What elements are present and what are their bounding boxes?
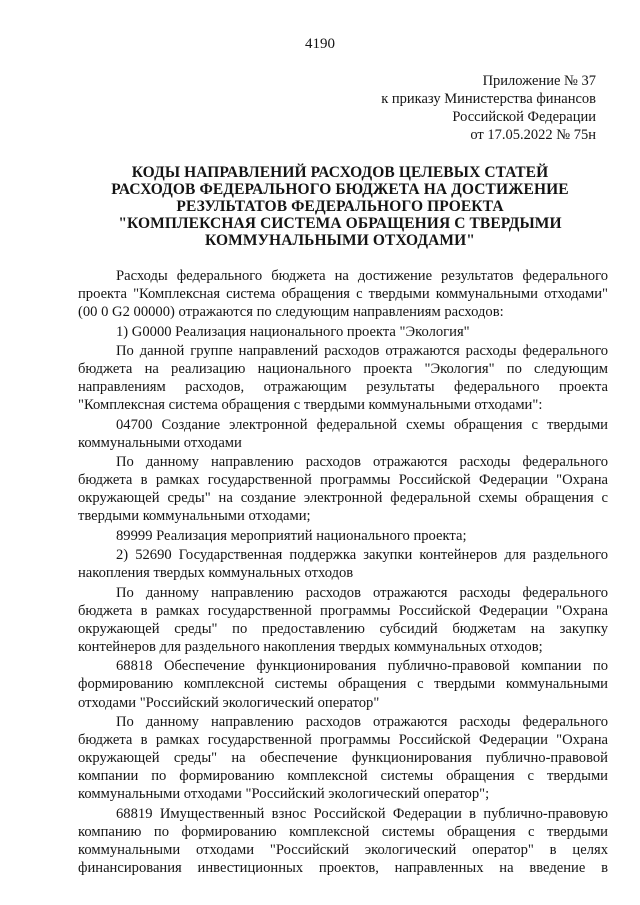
page-number: 4190 xyxy=(305,36,335,52)
title-line: КОДЫ НАПРАВЛЕНИЙ РАСХОДОВ ЦЕЛЕВЫХ СТАТЕЙ xyxy=(131,164,549,181)
annex-line: Приложение № 37 xyxy=(482,73,596,89)
paragraph: Расходы федерального бюджета на достижение результатов федерального проекта "Комплексная система обращения с твердыми коммунальными отходами" (00 0 G2 00000) отражаются по следующим направлениям расходов: xyxy=(78,268,608,321)
title-line: РАСХОДОВ ФЕДЕРАЛЬНОГО БЮДЖЕТА НА ДОСТИЖЕНИЕ xyxy=(111,181,569,198)
paragraph: 2) 52690 Государственная поддержка закупки контейнеров для раздельного накопления твердых коммунальных отходов xyxy=(78,547,608,582)
paragraph: 04700 Создание электронной федеральной схемы обращения с твердыми коммунальными отходами xyxy=(78,416,608,451)
title-line: КОММУНАЛЬНЫМИ ОТХОДАМИ" xyxy=(205,232,475,249)
annex-reference xyxy=(336,72,596,144)
title-line: РЕЗУЛЬТАТОВ ФЕДЕРАЛЬНОГО ПРОЕКТА xyxy=(176,198,504,215)
title-line: "КОМПЛЕКСНАЯ СИСТЕМА ОБРАЩЕНИЯ С ТВЕРДЫМИ xyxy=(118,215,562,232)
paragraph: По данному направлению расходов отражаются расходы федерального бюджета в рамках государственной программы Российской Федерации "Охрана окружающей среды" по предоставлению субсидий бюджетам на закупку контейнеров для раздельного накопления твердых коммунальных отходов; xyxy=(78,584,608,655)
annex-line: к приказу Министерства финансов xyxy=(381,91,596,107)
paragraph: 1) G0000 Реализация национального проекта "Экология" xyxy=(116,323,470,340)
paragraph: По данному направлению расходов отражаются расходы федерального бюджета в рамках государственной программы Российской Федерации "Охрана окружающей среды" на создание электронной федеральной схемы обращения с твердыми коммунальными отходами; xyxy=(78,454,608,525)
paragraph: По данной группе направлений расходов отражаются расходы федерального бюджета на реализацию национального проекта "Экология" по следующим направлениям расходов, отражающим результаты федерального проекта "Комплексная система обращения с твердыми коммунальными отходами": xyxy=(78,342,608,414)
paragraph: 68818 Обеспечение функционирования публично-правовой компании по формированию комплексной системы обращения с твердыми коммунальными отходами "Российский экологический оператор" xyxy=(78,658,608,711)
paragraph: По данному направлению расходов отражаются расходы федерального бюджета в рамках государственной программы Российской Федерации "Охрана окружающей среды" на обеспечение функционирования публично-правовой компании по формированию комплексной системы обращения с твердыми коммунальными отходами "Российский экологический оператор"; xyxy=(78,713,608,803)
document-title xyxy=(70,164,610,249)
paragraph: 89999 Реализация мероприятий национального проекта; xyxy=(116,527,467,544)
document-body xyxy=(78,267,608,878)
annex-line: Российской Федерации xyxy=(452,109,596,125)
annex-line: от 17.05.2022 № 75н xyxy=(470,127,596,143)
paragraph: 68819 Имущественный взнос Российской Федерации в публично-правовую компанию по формированию комплексной системы обращения с твердыми коммунальными отходами "Российский экологический оператор" в целях финансирования инвестиционных проектов, направленных на введение в xyxy=(78,805,608,876)
